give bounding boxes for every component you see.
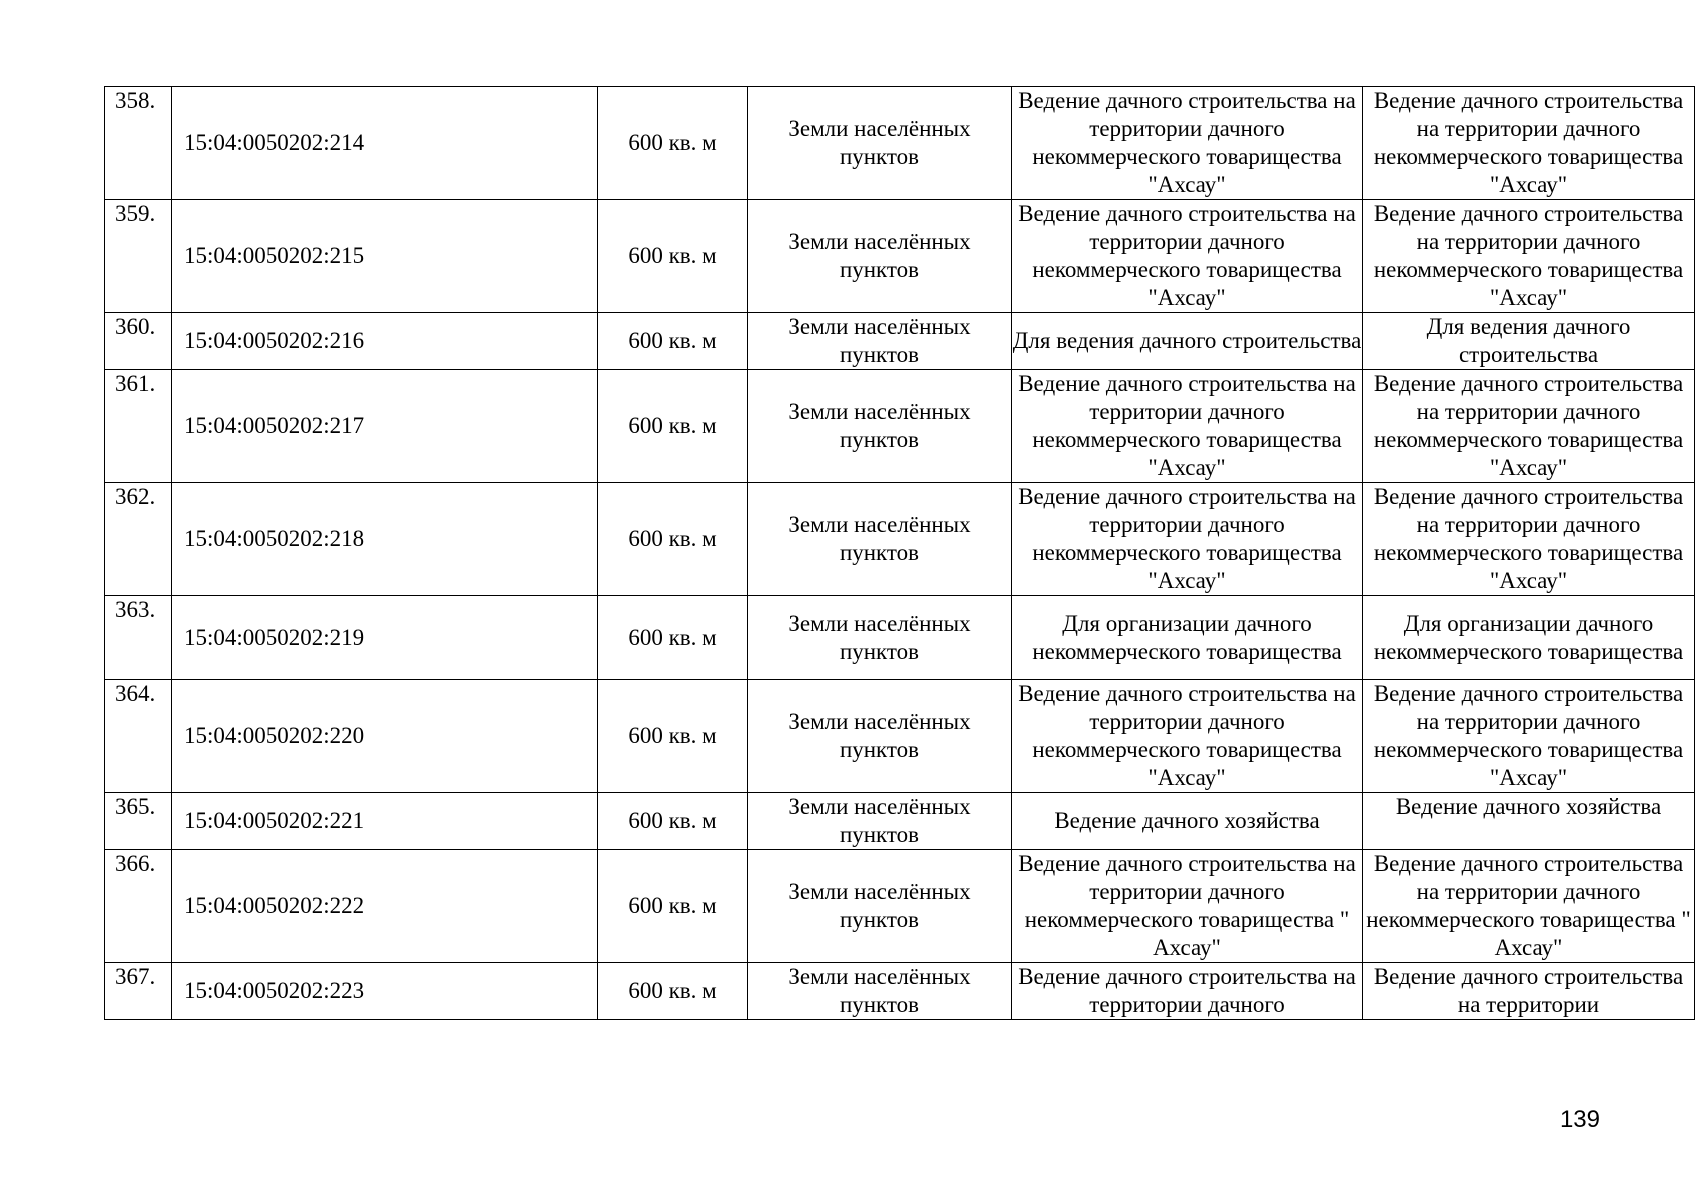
permitted-use-document: Ведение дачного строительства на территории дачного некоммерческого товарищества "Ахсау" xyxy=(1363,483,1695,596)
permitted-use-document: Для организации дачного некоммерческого товарищества xyxy=(1363,596,1695,680)
land-plot-table xyxy=(104,86,1695,1020)
row-number: 367. xyxy=(105,963,172,1020)
table-row xyxy=(105,370,1695,483)
land-category: Земли населённых пунктов xyxy=(748,87,1012,200)
permitted-use: Ведение дачного строительства на территории дачного xyxy=(1012,963,1363,1020)
table-row xyxy=(105,313,1695,370)
plot-area: 600 кв. м xyxy=(598,483,748,596)
permitted-use-document: Ведение дачного строительства на территории дачного некоммерческого товарищества " Ахсау" xyxy=(1363,850,1695,963)
plot-area: 600 кв. м xyxy=(598,963,748,1020)
cadastral-number: 15:04:0050202:217 xyxy=(172,370,598,483)
plot-area: 600 кв. м xyxy=(598,850,748,963)
plot-area: 600 кв. м xyxy=(598,313,748,370)
permitted-use-document: Ведение дачного строительства на территории дачного некоммерческого товарищества "Ахсау" xyxy=(1363,200,1695,313)
permitted-use-document: Ведение дачного строительства на территории дачного некоммерческого товарищества "Ахсау" xyxy=(1363,370,1695,483)
permitted-use-document: Ведение дачного хозяйства xyxy=(1363,793,1695,850)
row-number: 360. xyxy=(105,313,172,370)
plot-area: 600 кв. м xyxy=(598,596,748,680)
permitted-use: Ведение дачного строительства на территории дачного некоммерческого товарищества "Ахсау" xyxy=(1012,680,1363,793)
land-category: Земли населённых пунктов xyxy=(748,850,1012,963)
table-row xyxy=(105,596,1695,680)
permitted-use: Ведение дачного строительства на территории дачного некоммерческого товарищества "Ахсау" xyxy=(1012,370,1363,483)
cadastral-number: 15:04:0050202:219 xyxy=(172,596,598,680)
plot-area: 600 кв. м xyxy=(598,87,748,200)
page-number: 139 xyxy=(1559,1106,1600,1133)
land-category: Земли населённых пунктов xyxy=(748,313,1012,370)
cadastral-number: 15:04:0050202:215 xyxy=(172,200,598,313)
cadastral-number: 15:04:0050202:220 xyxy=(172,680,598,793)
cadastral-number: 15:04:0050202:221 xyxy=(172,793,598,850)
row-number: 364. xyxy=(105,680,172,793)
row-number: 358. xyxy=(105,87,172,200)
row-number: 361. xyxy=(105,370,172,483)
table-row xyxy=(105,793,1695,850)
permitted-use-document: Ведение дачного строительства на территории xyxy=(1363,963,1695,1020)
permitted-use: Ведение дачного хозяйства xyxy=(1012,793,1363,850)
permitted-use: Для ведения дачного строительства xyxy=(1012,313,1363,370)
row-number: 366. xyxy=(105,850,172,963)
plot-area: 600 кв. м xyxy=(598,793,748,850)
permitted-use-document: Ведение дачного строительства на территории дачного некоммерческого товарищества "Ахсау" xyxy=(1363,680,1695,793)
permitted-use: Ведение дачного строительства на территории дачного некоммерческого товарищества "Ахсау" xyxy=(1012,87,1363,200)
cadastral-number: 15:04:0050202:216 xyxy=(172,313,598,370)
land-category: Земли населённых пунктов xyxy=(748,596,1012,680)
cadastral-number: 15:04:0050202:218 xyxy=(172,483,598,596)
table-row xyxy=(105,200,1695,313)
land-category: Земли населённых пунктов xyxy=(748,680,1012,793)
permitted-use: Ведение дачного строительства на территории дачного некоммерческого товарищества " Ахсау" xyxy=(1012,850,1363,963)
table-row xyxy=(105,680,1695,793)
permitted-use-document: Для ведения дачного строительства xyxy=(1363,313,1695,370)
permitted-use-document: Ведение дачного строительства на территории дачного некоммерческого товарищества "Ахсау" xyxy=(1363,87,1695,200)
cadastral-number: 15:04:0050202:222 xyxy=(172,850,598,963)
table-row xyxy=(105,87,1695,200)
plot-area: 600 кв. м xyxy=(598,680,748,793)
land-category: Земли населённых пунктов xyxy=(748,963,1012,1020)
land-category: Земли населённых пунктов xyxy=(748,483,1012,596)
cadastral-number: 15:04:0050202:223 xyxy=(172,963,598,1020)
row-number: 365. xyxy=(105,793,172,850)
land-category: Земли населённых пунктов xyxy=(748,370,1012,483)
cadastral-number: 15:04:0050202:214 xyxy=(172,87,598,200)
table-row xyxy=(105,963,1695,1020)
table-row xyxy=(105,850,1695,963)
row-number: 362. xyxy=(105,483,172,596)
plot-area: 600 кв. м xyxy=(598,200,748,313)
permitted-use: Ведение дачного строительства на территории дачного некоммерческого товарищества "Ахсау" xyxy=(1012,483,1363,596)
row-number: 359. xyxy=(105,200,172,313)
land-category: Земли населённых пунктов xyxy=(748,200,1012,313)
row-number: 363. xyxy=(105,596,172,680)
table-row xyxy=(105,483,1695,596)
permitted-use: Ведение дачного строительства на территории дачного некоммерческого товарищества "Ахсау" xyxy=(1012,200,1363,313)
land-category: Земли населённых пунктов xyxy=(748,793,1012,850)
permitted-use: Для организации дачного некоммерческого товарищества xyxy=(1012,596,1363,680)
plot-area: 600 кв. м xyxy=(598,370,748,483)
